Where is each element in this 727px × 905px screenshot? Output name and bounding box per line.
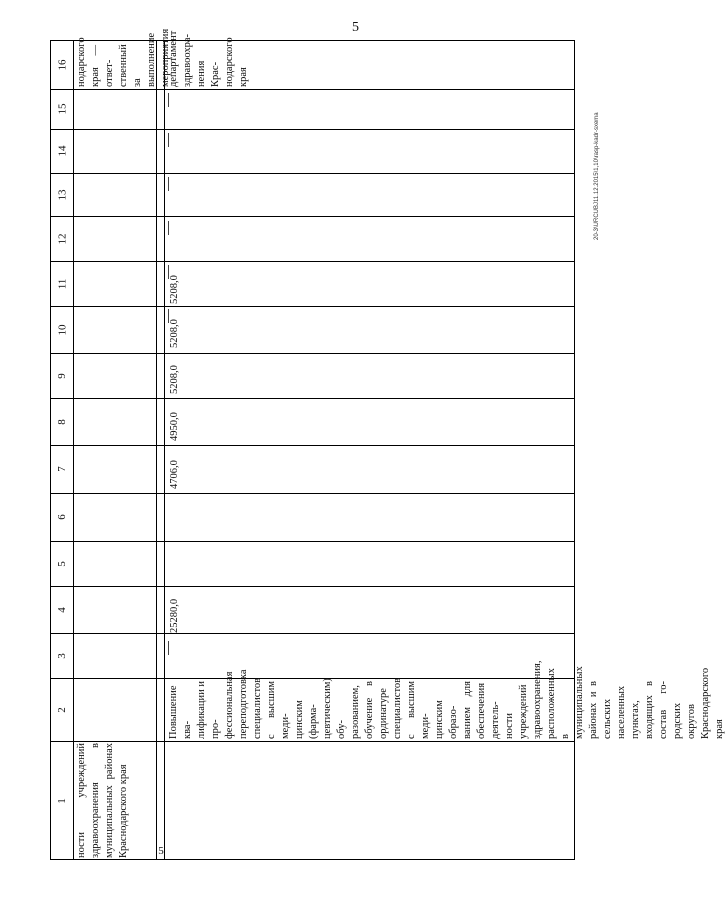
- col-header-9: 9: [56, 372, 68, 379]
- row5-col7: 5208,0: [169, 365, 180, 394]
- row5-col13-dash: [168, 177, 169, 191]
- row5-col8: 5208,0: [169, 319, 180, 348]
- row5-col5: 4706,0: [169, 460, 180, 489]
- prev-row-col16: нодарского края — ответственный за выполнение мероприятия: [76, 28, 171, 87]
- row5-col4-dash: [168, 641, 169, 655]
- col-header-11: 11: [56, 278, 68, 289]
- row5-col9: 5208,0: [169, 275, 180, 304]
- row5-col6: 4950,0: [169, 412, 180, 441]
- col-header-15: 15: [56, 103, 68, 115]
- prev-row-col2: ности учреждений здравоохранения в муниципальных районах Краснодарского края: [76, 743, 129, 858]
- row5-number: 5: [158, 845, 164, 857]
- row5-col2: Повышение квалификации и профессиональная переподготовка специалистов с высшим медицинским (фармацевтическим) обуразованием, обучение в ординатуре специалистов с высшим медицинским образованием для обеспечения деятельности учреждений здравоохранения, расположенных в муниципальных районах и в сельских населенных пунктах, входящих в состав городских округов Краснодарского края: [168, 660, 725, 739]
- col-header-1: 1: [56, 798, 68, 804]
- col-header-5: 5: [56, 560, 68, 567]
- col-header-6: 6: [56, 514, 68, 520]
- col-header-10: 10: [56, 324, 68, 335]
- col-header-3: 3: [56, 652, 68, 659]
- col-header-16: 16: [56, 59, 68, 71]
- col-header-12: 12: [56, 233, 68, 244]
- row5-col10-dash: [168, 309, 169, 323]
- row5-col3: 25280,0: [169, 598, 180, 633]
- row5-col11-dash: [168, 265, 169, 279]
- row5-col16: департамент здравоохранения Краснодарского края: [168, 30, 249, 87]
- col-header-14: 14: [56, 145, 68, 157]
- col-header-2: 2: [56, 706, 68, 713]
- row5-col12-dash: [168, 221, 169, 235]
- col-header-8: 8: [56, 418, 68, 425]
- page-number: 5: [352, 20, 359, 35]
- col-header-13: 13: [56, 189, 68, 200]
- row5-col14-dash: [168, 133, 169, 147]
- row5-col15-dash: [168, 93, 169, 107]
- col-header-7: 7: [56, 466, 68, 472]
- side-note: 20-3\URCUBJ11.12.2015\1,10\rasp-kadr-sxema: [594, 112, 600, 240]
- col-header-4: 4: [56, 606, 68, 613]
